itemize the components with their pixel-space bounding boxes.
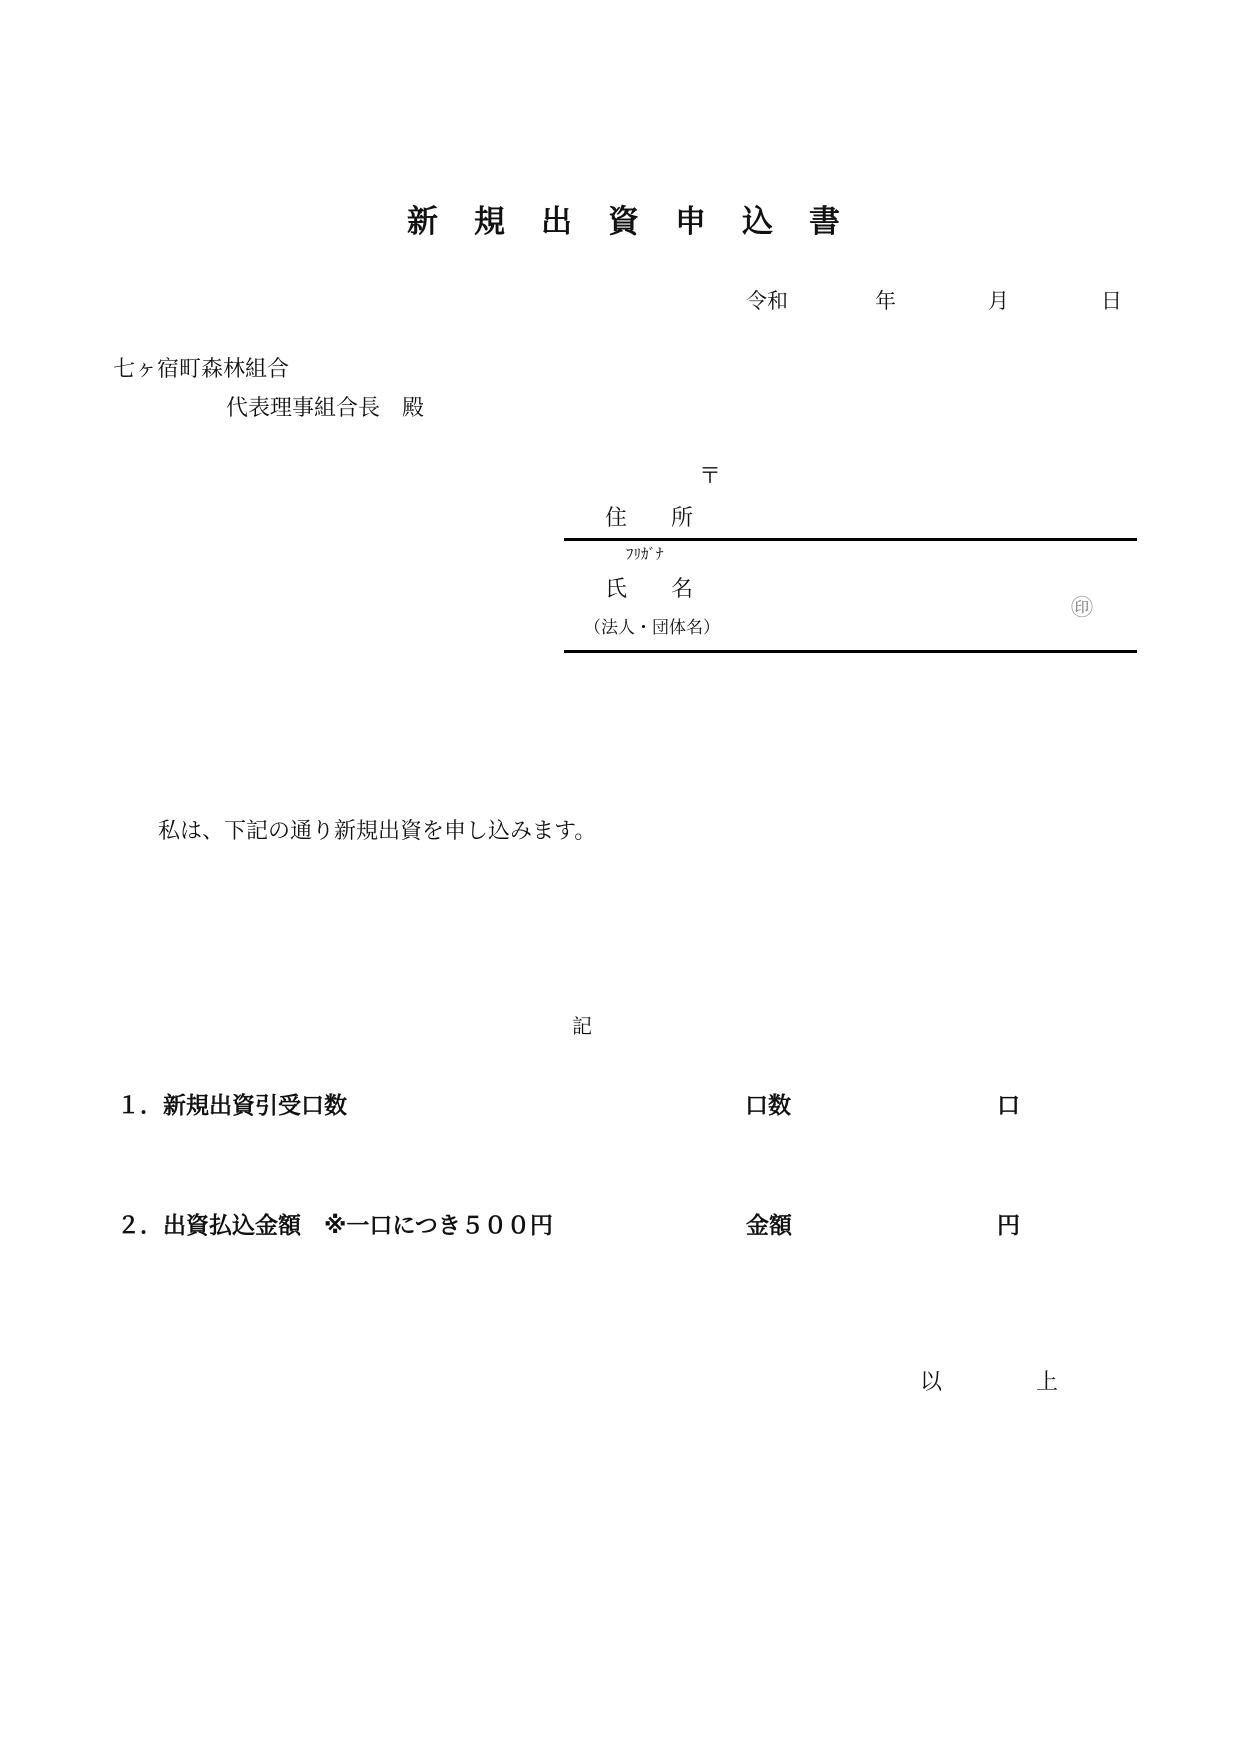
- name-label: 氏 名: [605, 577, 694, 602]
- postal-mark: 〒: [699, 464, 722, 489]
- closing-first: 以: [920, 1370, 943, 1395]
- notation-heading: 記: [572, 1014, 592, 1038]
- date-era: 令和: [746, 289, 788, 313]
- item-field-label: 金額: [746, 1213, 792, 1239]
- seal-icon: ㊞: [1071, 596, 1094, 621]
- date-day-unit: 日: [1101, 289, 1122, 313]
- addressee-recipient: 代表理事組合長 殿: [226, 396, 425, 421]
- item-label: ２．出資払込金額 ※一口につき５００円: [117, 1213, 553, 1239]
- item-field-label: 口数: [745, 1093, 791, 1119]
- item-unit: 口: [997, 1093, 1020, 1119]
- furigana-label: ﾌﾘｶﾞﾅ: [626, 545, 664, 563]
- item-label: １．新規出資引受口数: [117, 1093, 347, 1119]
- item-unit: 円: [997, 1213, 1020, 1239]
- name-underline: [564, 650, 1137, 653]
- closing-second: 上: [1036, 1370, 1059, 1395]
- name-sublabel: （法人・団体名）: [584, 618, 720, 638]
- addressee-organization: 七ヶ宿町森林組合: [113, 357, 290, 382]
- address-label: 住 所: [605, 506, 694, 531]
- date-month-unit: 月: [988, 289, 1009, 313]
- date-year-unit: 年: [875, 289, 896, 313]
- application-statement: 私は、下記の通り新規出資を申し込みます。: [158, 819, 597, 844]
- document-title: 新規出資申込書: [407, 204, 876, 240]
- address-underline: [564, 538, 1137, 541]
